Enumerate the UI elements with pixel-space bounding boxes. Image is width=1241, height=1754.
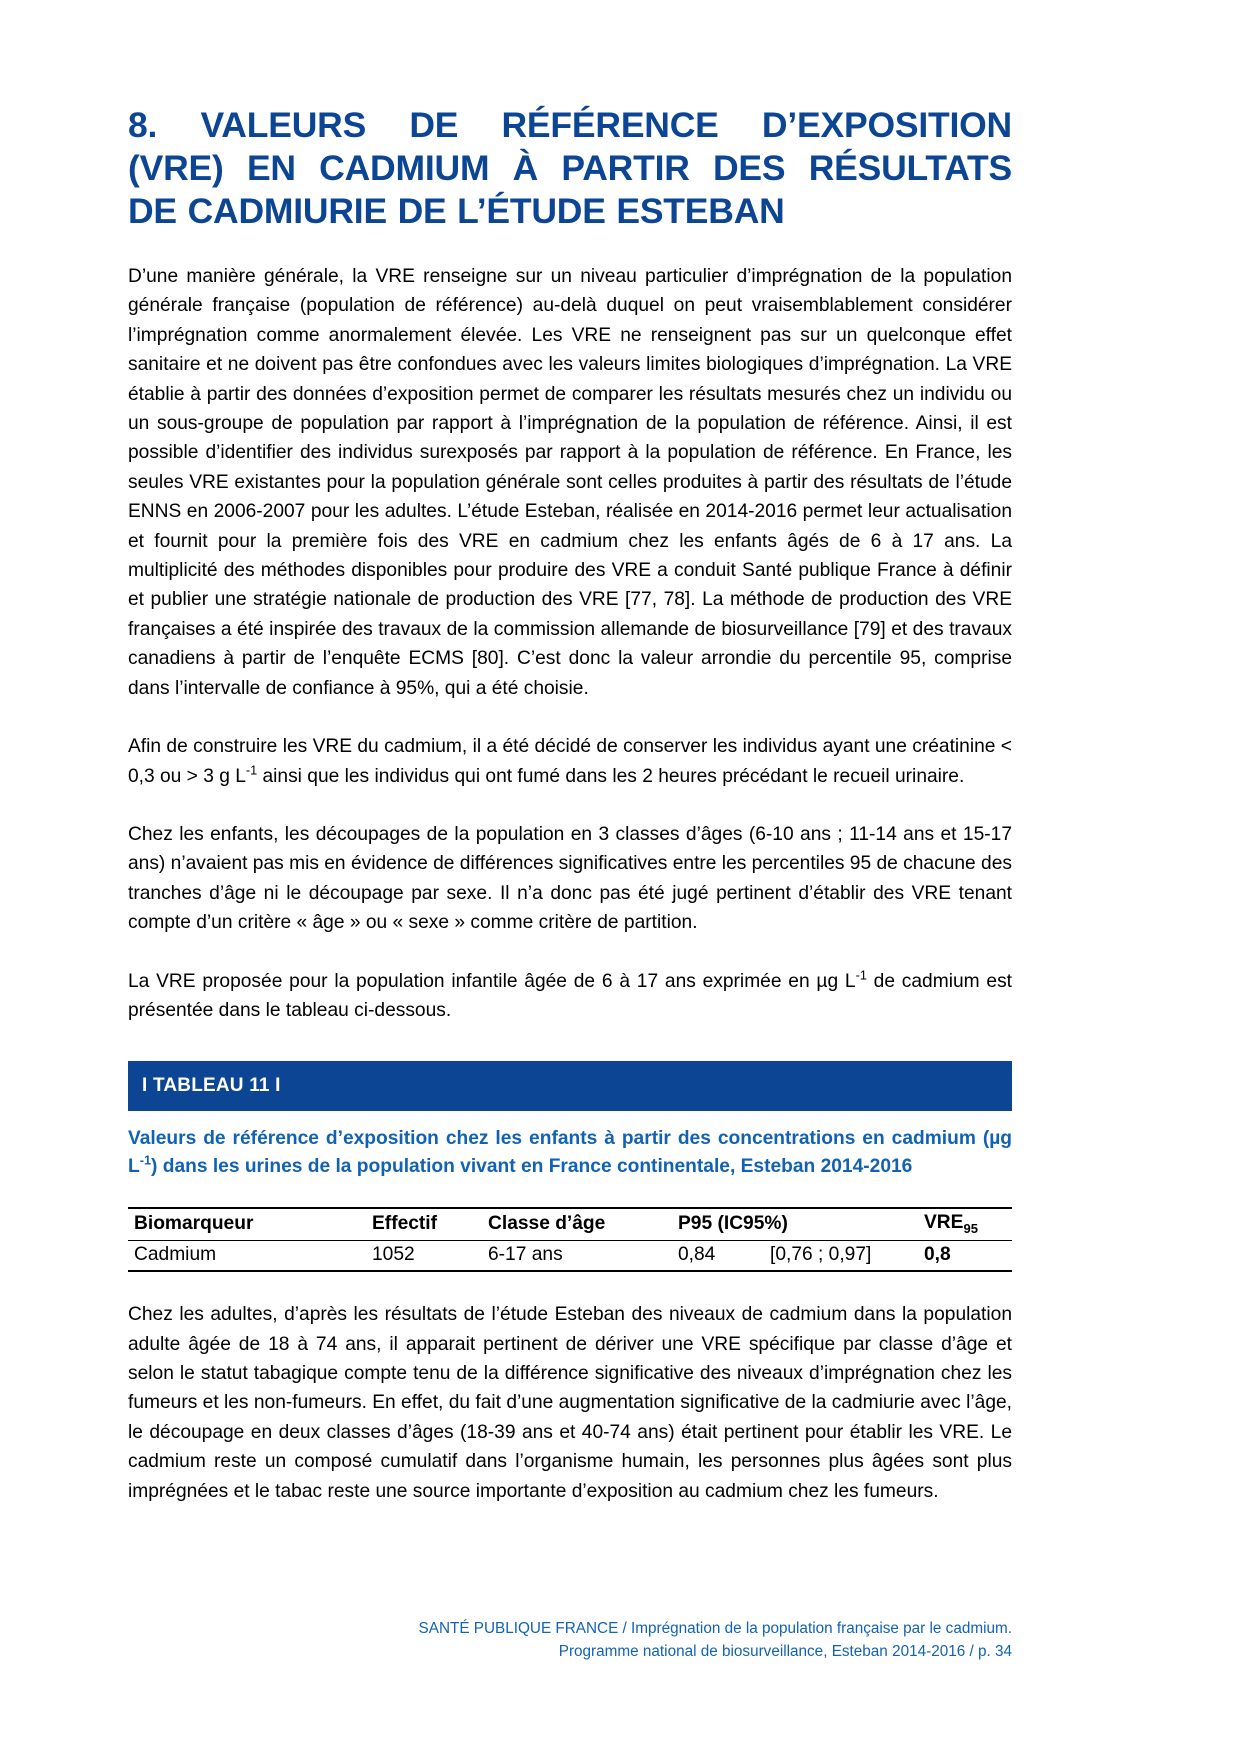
table-number-banner: I TABLEAU 11 I (128, 1061, 1012, 1111)
spacer (128, 791, 1012, 820)
paragraph-intro-vre: D’une manière générale, la VRE renseigne sur un niveau particulier d’imprégnation de la population générale française (population de référence) au-delà duquel on peut vraisemblablement considérer l’imprégnation comme anormalement élevée. Les VRE ne renseignent pas sur un quelconque effet sanitaire et ne doivent pas être confondues avec les valeurs limites biologiques d’imprégnation. La VRE établie à partir des données d’exposition permet de comparer les résultats mesurés chez un individu ou un sous-groupe de population par rapport à l’imprégnation de la population de référence. Ainsi, il est possible d’identifier des individus surexposés par rapport à la population de référence. En France, les seules VRE existantes pour la population générale sont celles produites à partir des résultats de l’étude ENNS en 2006-2007 pour les adultes. L’étude Esteban, réalisée en 2014-2016 permet leur actualisation et fournit pour la première fois des VRE en cadmium chez les enfants âgés de 6 à 17 ans. La multiplicité des méthodes disponibles pour produire des VRE a conduit Santé publique France à définir et publier une stratégie nationale de production des VRE [77, 78]. La méthode de production des VRE françaises a été inspirée des travaux de la commission allemande de biosurveillance [79] et des travaux canadiens à partir de l’enquête ECMS [80]. C’est donc la valeur arrondie du percentile 95, comprise dans l’intervalle de confiance à 95%, qui a été choisie. (128, 266, 1012, 699)
cell-biomarqueur: Cadmium (128, 1241, 372, 1272)
superscript-minus-one: -1 (855, 968, 867, 983)
table-caption (128, 1125, 1012, 1181)
table-caption-part-a: Valeurs de référence d’exposition chez les enfants à partir des concentrations en cadmium (µg L (128, 1128, 1012, 1178)
paragraph-proposed-vre-part-a: La VRE proposée pour la population infantile âgée de 6 à 17 ans exprimée en µg L (128, 970, 856, 992)
paragraph-adults-vre: Chez les adultes, d’après les résultats de l’étude Esteban des niveaux de cadmium dans la population adulte âgée de 18 à 74 ans, il apparait pertinent de dériver une VRE spécifique par classe d’âge et selon le statut tabagique compte tenu de la différence significative des niveaux d’imprégnation chez les fumeurs et les non-fumeurs. En effet, du fait d’une augmentation significative de la cadmiurie avec l’âge, le découpage en deux classes d’âges (18-39 ans et 40-74 ans) était pertinent pour établir les VRE. Le cadmium reste un composé cumulatif dans l’organisme humain, les personnes plus âgées sont plus imprégnées et le tabac reste une source importante d’exposition au cadmium chez les fumeurs. (128, 1304, 1012, 1502)
cell-p95: 0,84 (678, 1241, 770, 1272)
superscript-minus-one: -1 (245, 763, 258, 778)
cell-vre95: 0,8 (924, 1241, 1012, 1272)
spacer (128, 703, 1012, 732)
paragraph-creatinine-criteria (128, 732, 1012, 791)
column-header-p95: P95 (IC95%) (678, 1208, 924, 1240)
footer-line-1 (128, 1617, 1012, 1640)
spacer (128, 1025, 1012, 1061)
column-header-vre-base: VRE (924, 1212, 964, 1234)
paragraph-proposed-vre-part-b: de cadmium est présentée dans le tableau ci-dessous. (128, 970, 1012, 1021)
page-footer (128, 1617, 1012, 1663)
page-title-line-1: 8. VALEURS DE RÉFÉRENCE D’EXPOSITION (128, 105, 1012, 145)
table-caption-part-b: ) dans les urines de la population vivant en France continentale, Esteban 2014-2016 (151, 1156, 913, 1178)
spacer (128, 938, 1012, 967)
paragraph-creatinine-part-a: Afin de construire les VRE du cadmium, il a été décidé de conserver les individus ayant une créatinine < 0,3 ou > 3 g L (128, 736, 1012, 787)
page-title-line-3: DE CADMIURIE DE L’ÉTUDE ESTEBAN (128, 191, 785, 231)
paragraph-children-age-classes: Chez les enfants, les découpages de la population en 3 classes d’âges (6-10 ans ; 11-14 ans et 15-17 ans) n’avaient pas mis en évidence de différences significatives entre les percentiles 95 de chacune des tranches d’âge ni le découpage par sexe. Il n’a donc pas été jugé pertinent d’établir des VRE tenant compte d’un critère « âge » ou « sexe » comme critère de partition. (128, 823, 1012, 934)
cell-effectif: 1052 (372, 1241, 488, 1272)
column-header-vre95 (924, 1208, 1012, 1240)
superscript-minus-one: -1 (139, 1153, 151, 1168)
spacer (128, 233, 1012, 262)
table-row (128, 1241, 1012, 1272)
page-title (128, 0, 1012, 233)
page-title-line-2: (VRE) EN CADMIUM À PARTIR DES RÉSULTATS (128, 148, 1012, 188)
cell-ic95: [0,76 ; 0,97] (770, 1241, 924, 1272)
spacer (128, 1272, 1012, 1300)
column-header-biomarqueur: Biomarqueur (128, 1208, 372, 1240)
table-body (128, 1241, 1012, 1272)
footer-line-1-rest: / Imprégnation de la population française par le cadmium. (618, 1620, 1012, 1637)
paragraph-proposed-vre (128, 967, 1012, 1026)
column-header-classe-age: Classe d’âge (488, 1208, 678, 1240)
footer-organisation: SANTÉ PUBLIQUE FRANCE (418, 1620, 619, 1637)
cell-classe-age: 6-17 ans (488, 1241, 678, 1272)
table-header-row (128, 1208, 1012, 1240)
paragraph-creatinine-part-b: ainsi que les individus qui ont fumé dans les 2 heures précédant le recueil urinaire. (257, 765, 965, 787)
column-header-effectif: Effectif (372, 1208, 488, 1240)
column-header-vre-subscript: 95 (963, 1221, 978, 1237)
table-head (128, 1208, 1012, 1240)
page-content (128, 0, 1012, 1506)
footer-line-2: Programme national de biosurveillance, Esteban 2014-2016 / p. 34 (558, 1643, 1012, 1660)
vre-results-table (128, 1207, 1012, 1272)
